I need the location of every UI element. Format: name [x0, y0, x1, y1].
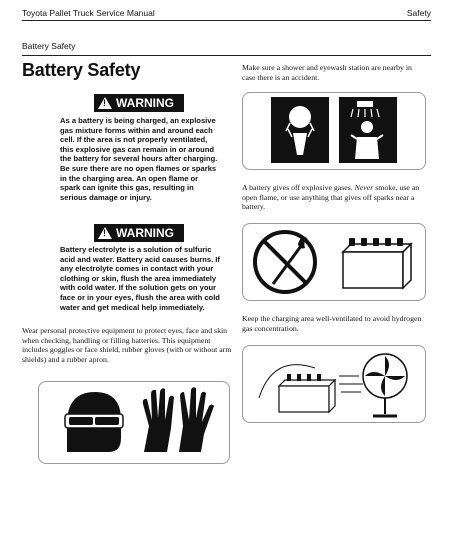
no-flame-illustration — [242, 223, 426, 301]
ppe-illustration — [38, 381, 230, 464]
chapter-name: Safety — [406, 8, 431, 18]
ventilation-paragraph: Keep the charging area well-ventilated to avoid hydrogen gas concentration. — [242, 314, 422, 333]
subsection-label: Battery Safety — [22, 41, 76, 51]
warning-label: WARNING — [116, 226, 174, 240]
explosive-gas-text-end: smoke, use an open flame, or use anything that gives off sparks near a battery. — [242, 183, 420, 212]
explosive-gas-text: A battery gives off explosive gases. — [242, 183, 355, 192]
warning-triangle-icon — [98, 227, 112, 239]
ventilation-illustration — [242, 345, 426, 423]
no-flame-near-battery-icon — [243, 224, 425, 300]
header-rule — [22, 20, 431, 21]
ppe-goggles-gloves-icon — [39, 382, 229, 463]
warning-triangle-icon — [98, 97, 112, 109]
warning-text: As a battery is being charged, an explosive gas mixture forms within and around each cell. If the area is not properly ventilated, this explosive gas can remain in or around the battery for several hours after charging. Be sure there are no open flames or sparks in the charging area. An open flame or spark can ignite this gas, resulting in serious damage or injury. — [60, 116, 218, 202]
explosive-gas-paragraph — [242, 183, 427, 212]
warning-text: Battery electrolyte is a solution of sulfuric acid and water. Battery acid causes burns. If any electrolyte comes in contact with your clothing or skin, flush the area immediately with cold water. If the solution gets on your face or in your eyes, flush the area with cold water and get medical help immediately. — [60, 245, 220, 312]
eyewash-shower-station-icon — [243, 93, 425, 169]
fan-ventilation-battery-icon — [243, 346, 425, 422]
shower-paragraph: Make sure a shower and eyewash station are nearby in case there is an accident. — [242, 63, 412, 82]
ppe-paragraph: Wear personal protective equipment to protect eyes, face and skin when checking, handling or filling batteries. This equipment includes goggles or face shield, rubber gloves (with or without arm shields) and a rubber apron. — [22, 326, 232, 364]
manual-title: Toyota Pallet Truck Service Manual — [22, 8, 155, 18]
warning-badge — [94, 94, 184, 112]
subsection-rule — [22, 55, 431, 56]
warning-badge — [94, 224, 184, 242]
eyewash-illustration — [242, 92, 426, 170]
explosive-gas-emphasis: Never — [354, 183, 374, 192]
page-title: Battery Safety — [22, 60, 141, 80]
warning-label: WARNING — [116, 96, 174, 110]
